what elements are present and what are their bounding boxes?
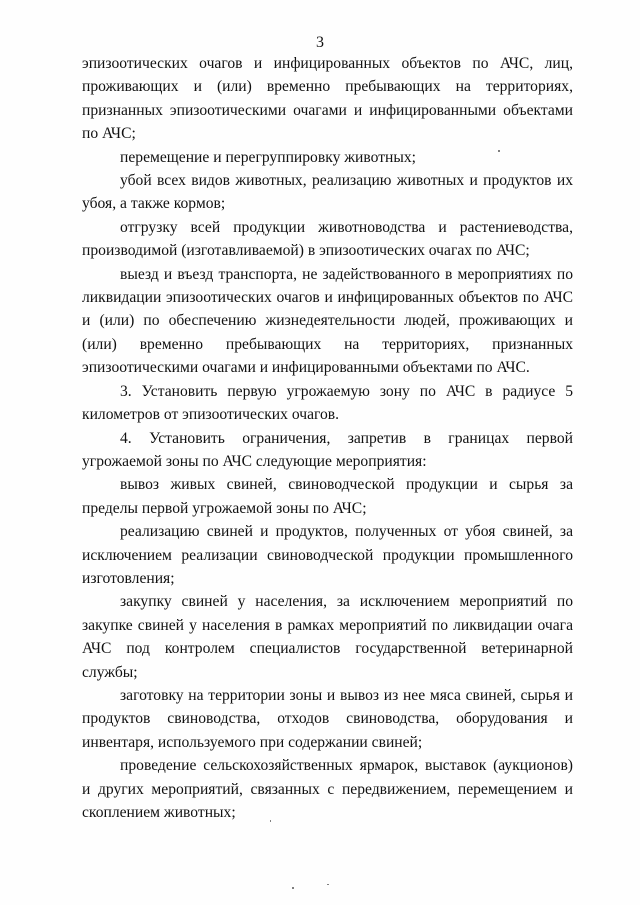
paragraph: 3. Установить первую угрожаемую зону по АЧС в радиусе 5 километров от эпизоотических очагов. bbox=[82, 382, 573, 424]
document-body bbox=[82, 52, 573, 824]
paragraph: закупку свиней у населения, за исключением мероприятий по закупке свиней у населения в рамках мероприятий по ликвидации очага АЧС под контролем специалистов государственной ветеринарной службы; bbox=[82, 593, 573, 681]
paragraph: вывоз живых свиней, свиноводческой продукции и сырья за пределы первой угрожаемой зоны по АЧС; bbox=[82, 476, 573, 517]
page-number: 3 bbox=[316, 34, 324, 51]
paragraph: реализацию свиней и продуктов, полученных от убоя свиней, за исключением реализации свиноводческой продукции промышленного изготовления; bbox=[82, 523, 573, 587]
scan-speck bbox=[292, 887, 294, 889]
paragraph: перемещение и перегруппировку животных; bbox=[120, 148, 416, 166]
paragraph: 4. Установить ограничения, запретив в границах первой угрожаемой зоны по АЧС следующие мероприятия: bbox=[82, 429, 573, 470]
paragraph: выезд и въезд транспорта, не задействованного в мероприятиях по ликвидации эпизоотических очагов и инфицированных объектов по АЧС и (или) по обеспечению жизнедеятельности людей, проживающих и (или) временно пребывающих на территориях, признанных эпизоотическими очагами и инфицированными объектами по АЧС. bbox=[82, 265, 573, 377]
paragraph: эпизоотических очагов и инфицированных объектов по АЧС, лиц, проживающих и (или) временно пребывающих на территориях, признанных эпизоотическими очагами и инфицированными объектами по АЧС; bbox=[82, 55, 573, 143]
paragraph: отгрузку всей продукции животноводства и растениеводства, производимой (изготавливаемой) в эпизоотических очагах по АЧС; bbox=[82, 218, 573, 260]
scan-speck bbox=[270, 820, 271, 822]
paragraph: убой всех видов животных, реализацию животных и продуктов их убоя, а также кормов; bbox=[82, 172, 573, 213]
paragraph: проведение сельскохозяйственных ярмарок, выставок (аукционов) и других мероприятий, связанных с передвижением, перемещением и скоплением животных; bbox=[82, 757, 573, 821]
scan-speck bbox=[498, 150, 500, 152]
scan-speck bbox=[327, 884, 329, 885]
paragraph: заготовку на территории зоны и вывоз из нее мяса свиней, сырья и продуктов свиноводства, отходов свиноводства, оборудования и инвентаря, используемого при содержании свиней; bbox=[82, 686, 573, 751]
